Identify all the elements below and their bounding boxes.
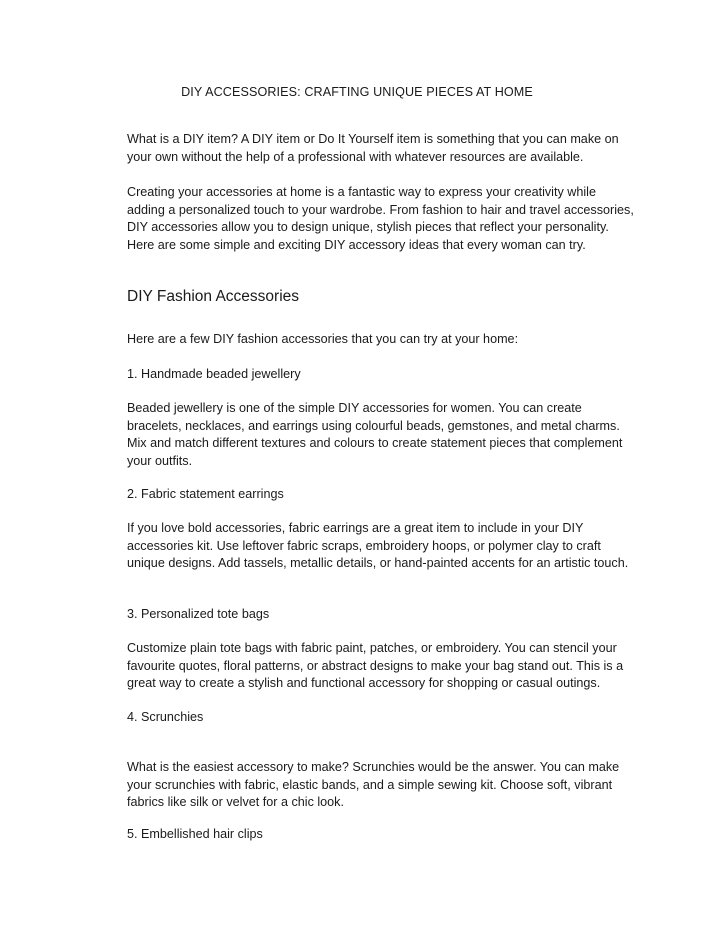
- item-heading-5: 5. Embellished hair clips: [127, 827, 263, 841]
- item-body-2: If you love bold accessories, fabric earrings are a great item to include in your DIY accessories kit. Use leftover fabric scraps, embroidery hoops, or polymer clay to craft unique designs. Add tassels, metallic details, or hand-painted accents for an artistic touch.: [127, 521, 629, 571]
- item-heading-1: 1. Handmade beaded jewellery: [127, 367, 301, 381]
- item-heading-2: 2. Fabric statement earrings: [127, 487, 284, 501]
- intro-paragraph-1: What is a DIY item? A DIY item or Do It Yourself item is something that you can make on your own without the help of a professional with whatever resources are available.: [127, 132, 619, 164]
- section-intro: Here are a few DIY fashion accessories that you can try at your home:: [127, 332, 519, 346]
- document-title: DIY ACCESSORIES: CRAFTING UNIQUE PIECES AT HOME: [181, 85, 533, 99]
- section-heading: DIY Fashion Accessories: [127, 288, 300, 305]
- item-heading-3: 3. Personalized tote bags: [127, 607, 270, 621]
- item-body-4: What is the easiest accessory to make? Scrunchies would be the answer. You can make your scrunchies with fabric, elastic bands, and a simple sewing kit. Choose soft, vibrant fabrics like silk or velvet for a chic look.: [127, 760, 620, 810]
- item-body-3: Customize plain tote bags with fabric paint, patches, or embroidery. You can stencil your favourite quotes, floral patterns, or abstract designs to make your bag stand out. This is a great way to create a stylish and functional accessory for shopping or casual outings.: [127, 641, 624, 691]
- intro-paragraph-2: Creating your accessories at home is a fantastic way to express your creativity while adding a personalized touch to your wardrobe. From fashion to hair and travel accessories, DIY accessories allow you to design unique, stylish pieces that reflect your personality. Here are some simple and exciting DIY accessory ideas that every woman can try.: [127, 185, 634, 252]
- item-heading-4: 4. Scrunchies: [127, 710, 204, 724]
- item-body-1: Beaded jewellery is one of the simple DIY accessories for women. You can create bracelets, necklaces, and earrings using colourful beads, gemstones, and metal charms. Mix and match different textures and colours to create statement pieces that complement your outfits.: [127, 401, 623, 468]
